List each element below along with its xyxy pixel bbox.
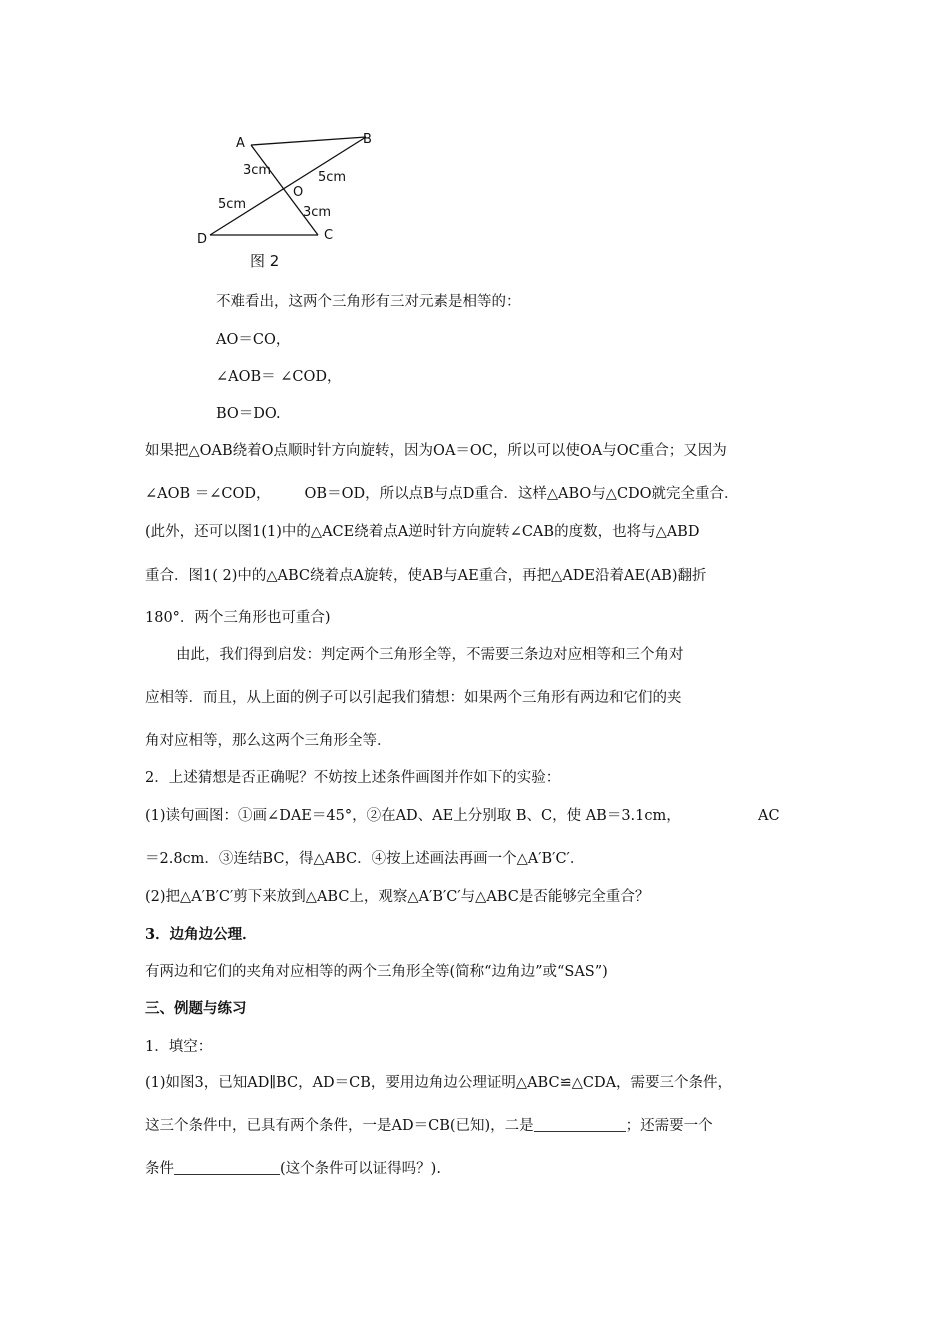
text-line-23-end: (这个条件可以证得吗？). [280,1161,441,1177]
figure-2-diagram [196,128,386,273]
length-do: 5cm [218,197,247,212]
text-line-18: 有两边和它们的夹角对应相等的两个三角形全等(简称“边角边”或“SAS”) [145,964,608,980]
text-line-3: ∠AOB＝ ∠COD， [216,369,342,385]
text-line-14 [145,806,830,826]
text-line-16: (2)把△A′B′C′剪下来放到△ABC上，观察△A′B′C′与△ABC是否能够完全重合？ [145,889,650,905]
text-line-20: 1．填空： [145,1039,213,1055]
label-c: C [324,228,334,243]
segment-bd [210,137,366,235]
answer-blank-2[interactable] [174,1160,280,1175]
segment-ac [251,145,318,235]
text-line-21: (1)如图3，已知AD∥BC，AD＝CB，要用边角边公理证明△ABC≌△CDA，需要三个条件， [145,1075,733,1091]
text-line-23 [145,1159,830,1179]
segment-ab [251,137,366,145]
length-ao: 3cm [243,163,272,178]
text-line-5: 如果把△OAB绕着O点顺时针方向旋转，因为OA＝OC，所以可以使OA与OC重合；又因为 [145,443,727,459]
text-line-11: 应相等．而且，从上面的例子可以引起我们猜想：如果两个三角形有两边和它们的夹 [145,690,682,706]
text-line-4: BO＝DO. [216,406,281,422]
text-line-22-start: 这三个条件中，已具有两个条件，一是AD＝CB(已知)，二是 [145,1118,534,1134]
text-line-6 [145,484,830,504]
text-line-10: 由此，我们得到启发：判定两个三角形全等，不需要三条边对应相等和三个角对 [176,647,684,663]
answer-blank-1[interactable] [534,1117,626,1132]
text-line-15: ＝2.8cm．③连结BC，得△ABC．④按上述画法再画一个△A′B′C′． [145,851,585,867]
text-line-12: 角对应相等，那么这两个三角形全等． [145,733,392,749]
label-b: B [363,132,372,147]
text-line-22 [145,1116,830,1136]
text-line-13: 2．上述猜想是否正确呢？不妨按上述条件画图并作如下的实验： [145,770,561,786]
length-bo: 5cm [318,170,347,185]
label-d: D [197,232,208,247]
text-line-6-end: OB＝OD，所以点B与点D重合．这样△ABO与△CDO就完全重合． [304,486,739,502]
text-line-14-end: AC [758,808,780,824]
text-line-6-start: ∠AOB ＝∠COD， [145,486,271,502]
text-line-7: (此外，还可以图1(1)中的△ACE绕着点A逆时针方向旋转∠CAB的度数，也将与△ABD [145,524,700,540]
text-line-23-start: 条件 [145,1161,174,1177]
text-line-14-start: (1)读句画图：①画∠DAE＝45°，②在AD、AE上分别取 B、C，使 AB＝3.1cm， [145,808,681,824]
section-heading-examples: 三、例题与练习 [145,1000,247,1017]
section-heading-sas: 3．边角边公理． [145,926,257,943]
text-line-2: AO＝CO， [216,332,291,348]
figure-caption: 图 2 [250,252,280,270]
text-line-1: 不难看出，这两个三角形有三对元素是相等的： [216,294,521,310]
text-line-9: 180°．两个三角形也可重合) [145,610,331,626]
text-line-22-end: ；还需要一个 [625,1118,713,1134]
label-o: O [293,185,304,200]
length-co: 3cm [303,205,332,220]
label-a: A [236,136,245,151]
text-line-8: 重合．图1( 2)中的△ABC绕着点A旋转，使AB与AE重合，再把△ADE沿着AE(AB)翻折 [145,568,707,584]
